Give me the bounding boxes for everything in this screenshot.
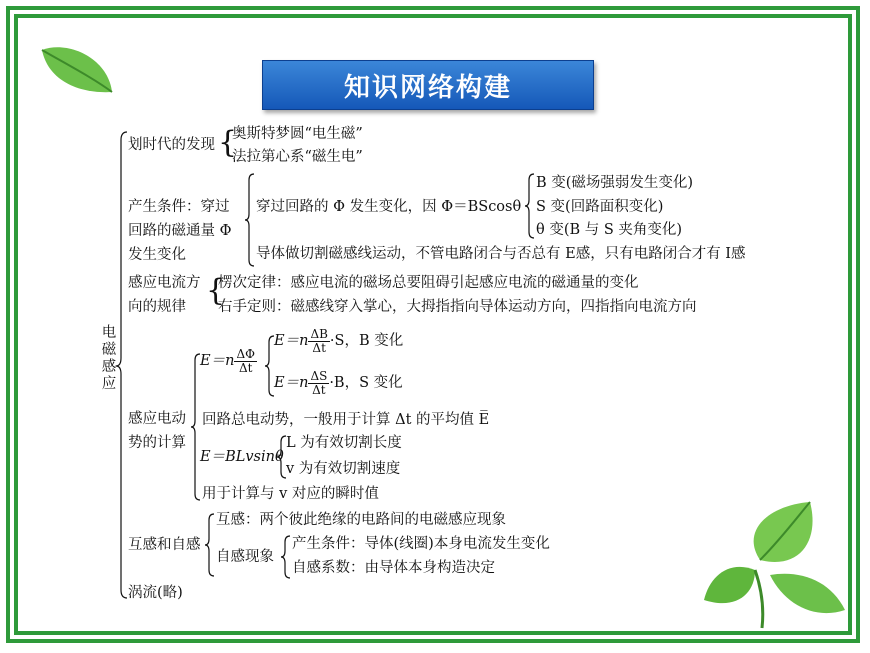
- s4-note: 回路总电动势，一般用于计算 Δt 的平均值 E̅: [202, 412, 490, 428]
- s2-brace: [244, 172, 256, 268]
- s3-label-1: 感应电流方: [128, 275, 201, 291]
- s4-f1-fraction: [234, 348, 257, 375]
- leaf-top-left-icon: [38, 40, 118, 98]
- s4-f1-den: Δt: [238, 360, 253, 375]
- page-title: 知识网络构建: [262, 60, 594, 110]
- s5-item-b2: 自感系数：由导体本身构造决定: [292, 560, 495, 576]
- s4-f1-num: ΔΦ: [236, 346, 255, 361]
- s4-f1b-rhs: ·B，S 变化: [329, 375, 403, 391]
- s1-label: 划时代的发现: [128, 137, 215, 153]
- s2-item-a2: S 变(回路面积变化): [536, 199, 664, 215]
- s4-f1-lhs: E＝n: [200, 353, 235, 369]
- leaf-bottom-right-icon: [700, 500, 850, 630]
- root-brace: [115, 130, 129, 600]
- s3-item-b: 右手定则：磁感线穿入掌心，大拇指指向导体运动方向，四指指向电流方向: [218, 299, 697, 315]
- s3-brace: {: [206, 273, 226, 308]
- s2-label-1: 产生条件：穿过: [128, 199, 230, 215]
- s2-sub-brace: [524, 172, 536, 240]
- s1-brace: {: [218, 125, 238, 160]
- s2-label-3: 发生变化: [128, 247, 186, 263]
- s2-item-a: 穿过回路的 Φ 发生变化，因 Φ＝BScosθ: [256, 199, 522, 215]
- s4-formula-2: E＝BLvsinθ: [200, 449, 284, 465]
- s3-label-2: 向的规律: [128, 299, 186, 315]
- s2-item-a3: θ 变(B 与 S 夹角变化): [536, 222, 683, 238]
- s3-item-a: 楞次定律：感应电流的磁场总要阻碍引起感应电流的磁通量的变化: [218, 275, 639, 291]
- s6-label: 涡流(略): [128, 585, 183, 601]
- s5-brace: [204, 512, 216, 578]
- s2-label-2: 回路的磁通量 Φ: [128, 223, 232, 239]
- s4-f1a-lhs: E＝n: [274, 333, 309, 349]
- s5-label: 互感和自感: [128, 537, 201, 553]
- s1-item-a: 奥斯特梦圆“电生磁”: [232, 126, 363, 142]
- s2-item-b: 导体做切割磁感线运动，不管电路闭合与否总有 E感，只有电路闭合才有 I感: [256, 246, 746, 262]
- s4-f1a-rhs: ·S，B 变化: [329, 333, 404, 349]
- s4-f1b-lhs: E＝n: [274, 375, 309, 391]
- s4-f1a-den: Δt: [312, 340, 326, 355]
- s4-label-1: 感应电动: [128, 411, 186, 427]
- s4-f1b-num: ΔS: [310, 368, 328, 383]
- s1-item-b: 法拉第心系“磁生电”: [232, 149, 363, 165]
- s4-label-2: 势的计算: [128, 435, 186, 451]
- s4-formula-1a: [274, 326, 403, 356]
- s4-item-f2c: 用于计算与 v 对应的瞬时值: [202, 486, 379, 502]
- s4-f1a-num: ΔB: [310, 326, 328, 341]
- s4-f1a-fraction: [308, 328, 329, 355]
- s4-formula-1: [200, 346, 257, 376]
- s4-f1b-den: Δt: [312, 382, 326, 397]
- s4-f1b-fraction: [308, 370, 329, 397]
- s5-item-b: 自感现象: [216, 549, 274, 565]
- s5-item-a: 互感：两个彼此绝缘的电路间的电磁感应现象: [216, 512, 506, 528]
- root-label: 电磁感应: [101, 325, 117, 392]
- s4-formula-1b: [274, 368, 403, 398]
- s4-item-f2a: L 为有效切割长度: [286, 435, 402, 451]
- s2-item-a1: B 变(磁场强弱发生变化): [536, 175, 694, 191]
- s5-item-b1: 产生条件：导体(线圈)本身电流发生变化: [292, 536, 550, 552]
- s4-item-f2b: v 为有效切割速度: [286, 461, 401, 477]
- s5-sub-brace: [280, 534, 292, 580]
